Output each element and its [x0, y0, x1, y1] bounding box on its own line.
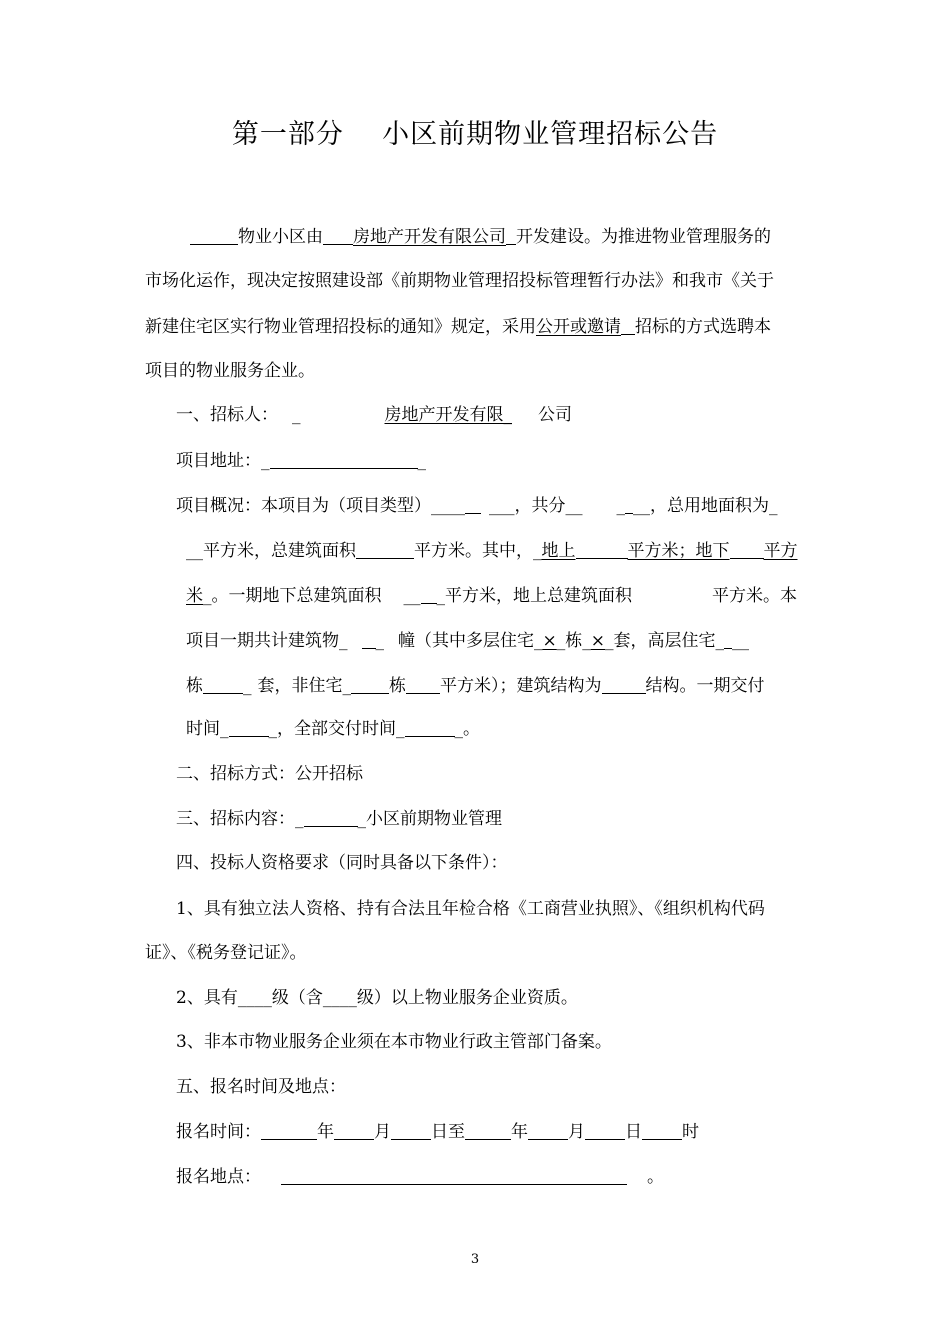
requirement-1-line-2: 证》、《税务登记证》。	[145, 943, 307, 963]
underscore-mark: __	[403, 586, 421, 606]
overview-text: 平方米）；建筑结构为	[440, 676, 602, 696]
month-blank	[528, 1121, 568, 1140]
blank-line	[465, 495, 481, 514]
section-tender-method: 二、招标方式：公开招标	[176, 764, 363, 784]
registration-place-label: 报名地点：	[176, 1167, 261, 1187]
time-unit: 日	[625, 1122, 642, 1142]
cross-mark: ×	[542, 631, 557, 651]
requirement-text: __级（含__	[254, 988, 340, 1008]
registration-time-label: 报名时间：	[176, 1122, 261, 1142]
overview-text: _。一期地下总建筑面积	[203, 586, 382, 606]
overview-line-1	[176, 495, 778, 517]
tenderer-suffix: 公司	[538, 405, 572, 425]
overview-text: 套，非住宅	[257, 676, 343, 696]
overview-line-3	[186, 585, 797, 607]
overview-text: _栋_	[556, 631, 591, 651]
time-unit: 年	[317, 1122, 334, 1142]
overview-text: 结构。一期交付	[645, 676, 765, 696]
underscore-mark: _	[715, 631, 724, 651]
overview-text: _。	[454, 719, 480, 739]
place-blank	[281, 1166, 627, 1185]
intro-text: 物业小区由	[238, 227, 323, 247]
underscore-mark: _	[342, 676, 351, 696]
requirement-text: __级）以上物业服务企业资质。	[339, 988, 578, 1008]
developer-name: 房地产开发有限公司	[353, 227, 506, 247]
time-unit: 时	[682, 1122, 699, 1142]
requirement-1-line-1: 1、具有独立法人资格、持有合法且年检合格《工商营业执照》、《组织机构代码	[176, 899, 765, 919]
blank-line	[506, 226, 516, 245]
month-blank	[334, 1121, 374, 1140]
blank-line	[406, 675, 440, 694]
tender-type: 公开或邀请	[536, 317, 621, 337]
blank-line	[724, 630, 732, 649]
blank-line	[351, 675, 389, 694]
tenderer-label: 一、招标人：	[176, 405, 278, 425]
underscore-mark: _	[616, 496, 625, 516]
registration-time	[176, 1121, 699, 1143]
address-label: 项目地址：	[176, 451, 261, 471]
time-unit: 年	[511, 1122, 528, 1142]
underscore-mark: _	[292, 405, 301, 425]
period-mark: 。	[647, 1167, 664, 1187]
overview-text: 平方米；地下	[627, 541, 730, 561]
intro-text: 新建住宅区实行物业管理招投标的通知》规定，采用	[145, 317, 536, 337]
tenderer-name: 房地产开发有限_	[384, 405, 512, 425]
blank-line	[356, 540, 414, 559]
overview-text: _平方米，地上总建筑面积	[436, 586, 632, 606]
section-tender-content	[176, 808, 502, 830]
content-text: 小区前期物业管理	[366, 809, 502, 829]
blank-line	[229, 718, 269, 737]
requirement-text: 2、具有__	[176, 988, 255, 1008]
cross-mark: ×	[590, 631, 605, 651]
underscore-mark: _	[732, 631, 741, 651]
overview-text: 米	[186, 586, 203, 606]
overview-text: 平方	[763, 541, 798, 561]
overview-text: 平方米。本	[712, 586, 797, 606]
blank-line	[304, 808, 358, 827]
project-address	[176, 450, 426, 472]
underscore-mark: ____	[431, 496, 465, 516]
underscore-mark: _	[357, 809, 366, 829]
overview-text: 时间_	[186, 719, 229, 739]
year-blank	[261, 1121, 317, 1140]
intro-line-4: 项目的物业服务企业。	[145, 361, 315, 381]
overview-text: _，全部交付时间	[268, 719, 396, 739]
intro-line-2: 市场化运作，现决定按照建设部《前期物业管理招投标管理暂行办法》和我市《关于	[145, 271, 774, 291]
underscore-mark: _	[740, 631, 749, 651]
blank-line	[405, 718, 455, 737]
address-blank	[270, 450, 418, 469]
underscore-mark: _	[375, 631, 384, 651]
page-number: 3	[470, 1252, 480, 1267]
overview-text: 幢（其中多层住宅	[398, 631, 534, 651]
day-blank	[585, 1121, 625, 1140]
year-blank	[465, 1121, 511, 1140]
underscore-mark: _	[396, 719, 405, 739]
overview-text: 项目概况：本项目为（项目类型）	[176, 496, 431, 516]
time-unit: 日至	[431, 1122, 465, 1142]
overview-text: __，总用地面积为_	[633, 496, 778, 516]
overview-text: 栋	[389, 676, 406, 696]
blank-line	[576, 540, 628, 559]
requirement-3: 3、非本市物业服务企业须在本市物业行政主管部门备案。	[176, 1032, 612, 1052]
overview-text: 地上	[541, 541, 576, 561]
blank-line	[362, 630, 376, 649]
time-unit: 月	[568, 1122, 585, 1142]
overview-text: 平方米。其中，	[414, 541, 533, 561]
registration-place	[176, 1166, 664, 1188]
hour-blank	[642, 1121, 682, 1140]
overview-line-6	[186, 718, 480, 740]
overview-text: 项目一期共计建筑物_	[186, 631, 348, 651]
requirement-2	[176, 987, 578, 1009]
overview-text: _套，高层住宅	[605, 631, 716, 651]
intro-text: 开发建设。为推进物业管理服务的	[516, 227, 771, 247]
underscore-mark: _	[243, 676, 252, 696]
overview-text: __平方米，总建筑面积	[186, 541, 356, 561]
content-label: 三、招标内容：	[176, 809, 295, 829]
blank-line	[203, 675, 243, 694]
intro-line-3	[145, 316, 771, 338]
overview-line-5	[186, 675, 765, 697]
overview-line-4	[186, 630, 749, 652]
time-unit: 月	[374, 1122, 391, 1142]
underscore-mark: _	[261, 451, 270, 471]
underscore-mark: _	[534, 631, 543, 651]
blank-line	[421, 585, 437, 604]
underscore-mark: _	[533, 541, 542, 561]
underscore-mark: _	[295, 809, 304, 829]
page-title: 第一部分 小区前期物业管理招标公告	[231, 119, 719, 150]
section-tenderer	[176, 404, 572, 426]
blank-line	[602, 675, 646, 694]
day-blank	[391, 1121, 431, 1140]
intro-text: 招标的方式选聘本	[635, 317, 771, 337]
underscore-mark: _	[417, 451, 426, 471]
section-qualification: 四、投标人资格要求（同时具备以下条件）：	[176, 853, 508, 873]
blank-line	[625, 495, 633, 514]
section-registration: 五、报名时间及地点：	[176, 1077, 346, 1097]
intro-line-1	[190, 226, 771, 248]
overview-text: 栋	[186, 676, 203, 696]
blank-line	[730, 540, 764, 559]
blank-line	[323, 226, 353, 245]
blank-line	[190, 226, 238, 245]
blank-line	[621, 316, 635, 335]
overview-text: ___，共分__	[489, 496, 583, 516]
overview-line-2	[186, 540, 798, 562]
